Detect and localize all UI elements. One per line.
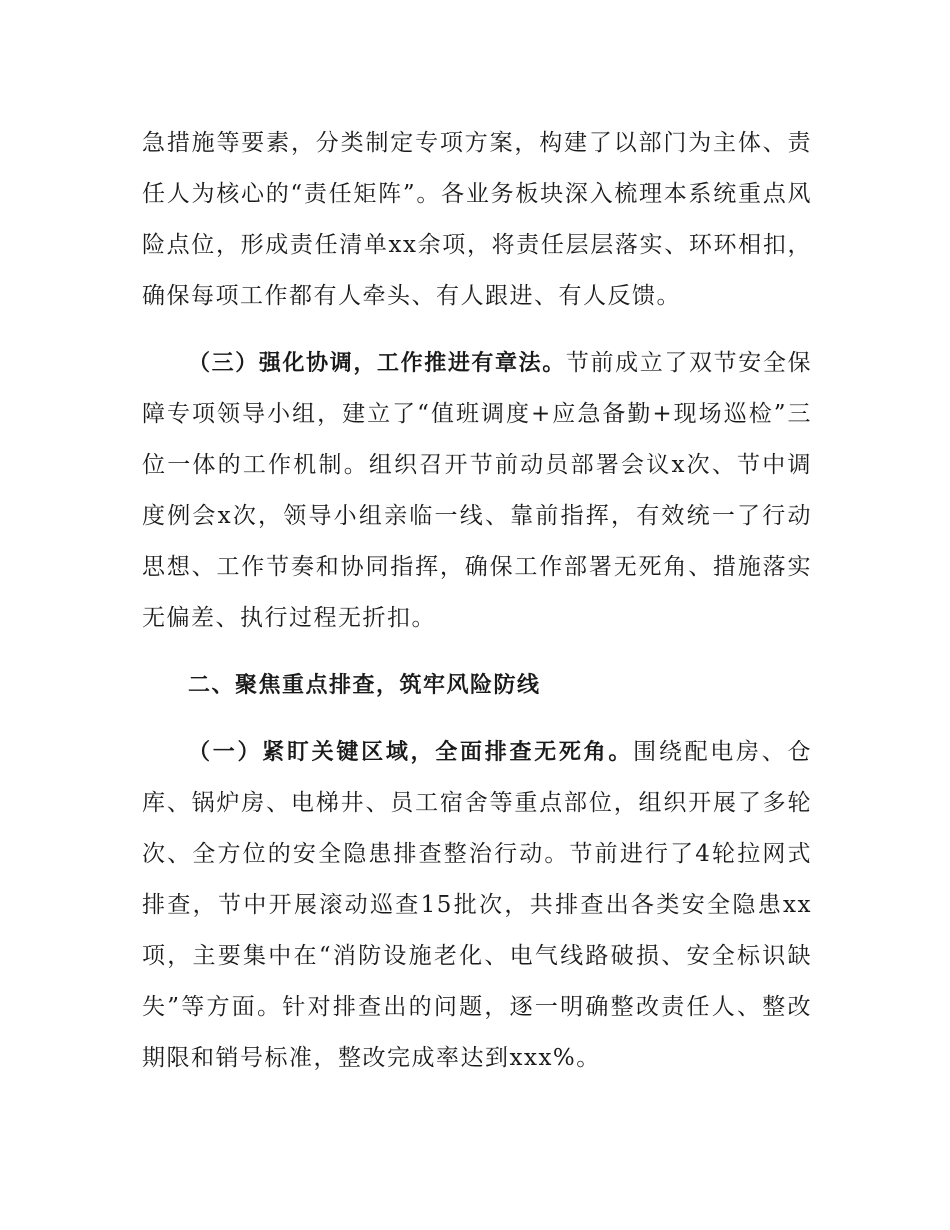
paragraph-body: 围绕配电房、仓库、锅炉房、电梯井、员工宿舍等重点部位，组织开展了多轮次、全方位的安全隐患排查整治行动。节前进行了4轮拉网式排查，节中开展滚动巡查15批次，共排查出各类安全隐患xx项，主要集中在“消防设施老化、电气线路破损、安全标识缺失”等方面。针对排查出的问题，逐一明确整改责任人、整改期限和销号标准，整改完成率达到xxx%。 — [142, 739, 812, 1071]
paragraph-coordination — [142, 338, 812, 644]
paragraph-lead: （一）紧盯关键区域，全面排查无死角。 — [188, 740, 634, 765]
paragraph-continuation — [142, 118, 812, 322]
section-heading: 二、聚焦重点排查，筑牢风险防线 — [188, 673, 541, 698]
paragraph-key-areas — [142, 727, 812, 1084]
paragraph-lead: （三）强化协调，工作推进有章法。 — [188, 351, 566, 376]
document-body — [142, 118, 812, 1100]
paragraph-body: 急措施等要素，分类制定专项方案，构建了以部门为主体、责任人为核心的“责任矩阵”。各业务板块深入梳理本系统重点风险点位，形成责任清单xx余项，将责任层层落实、环环相扣，确保每项工作都有人牵头、有人跟进、有人反馈。 — [142, 130, 812, 309]
paragraph-body: 节前成立了双节安全保障专项领导小组，建立了“值班调度+应急备勤+现场巡检”三位一体的工作机制。组织召开节前动员部署会议x次、节中调度例会x次，领导小组亲临一线、靠前指挥，有效统一了行动思想、工作节奏和协同指挥，确保工作部署无死角、措施落实无偏差、执行过程无折扣。 — [142, 350, 812, 631]
